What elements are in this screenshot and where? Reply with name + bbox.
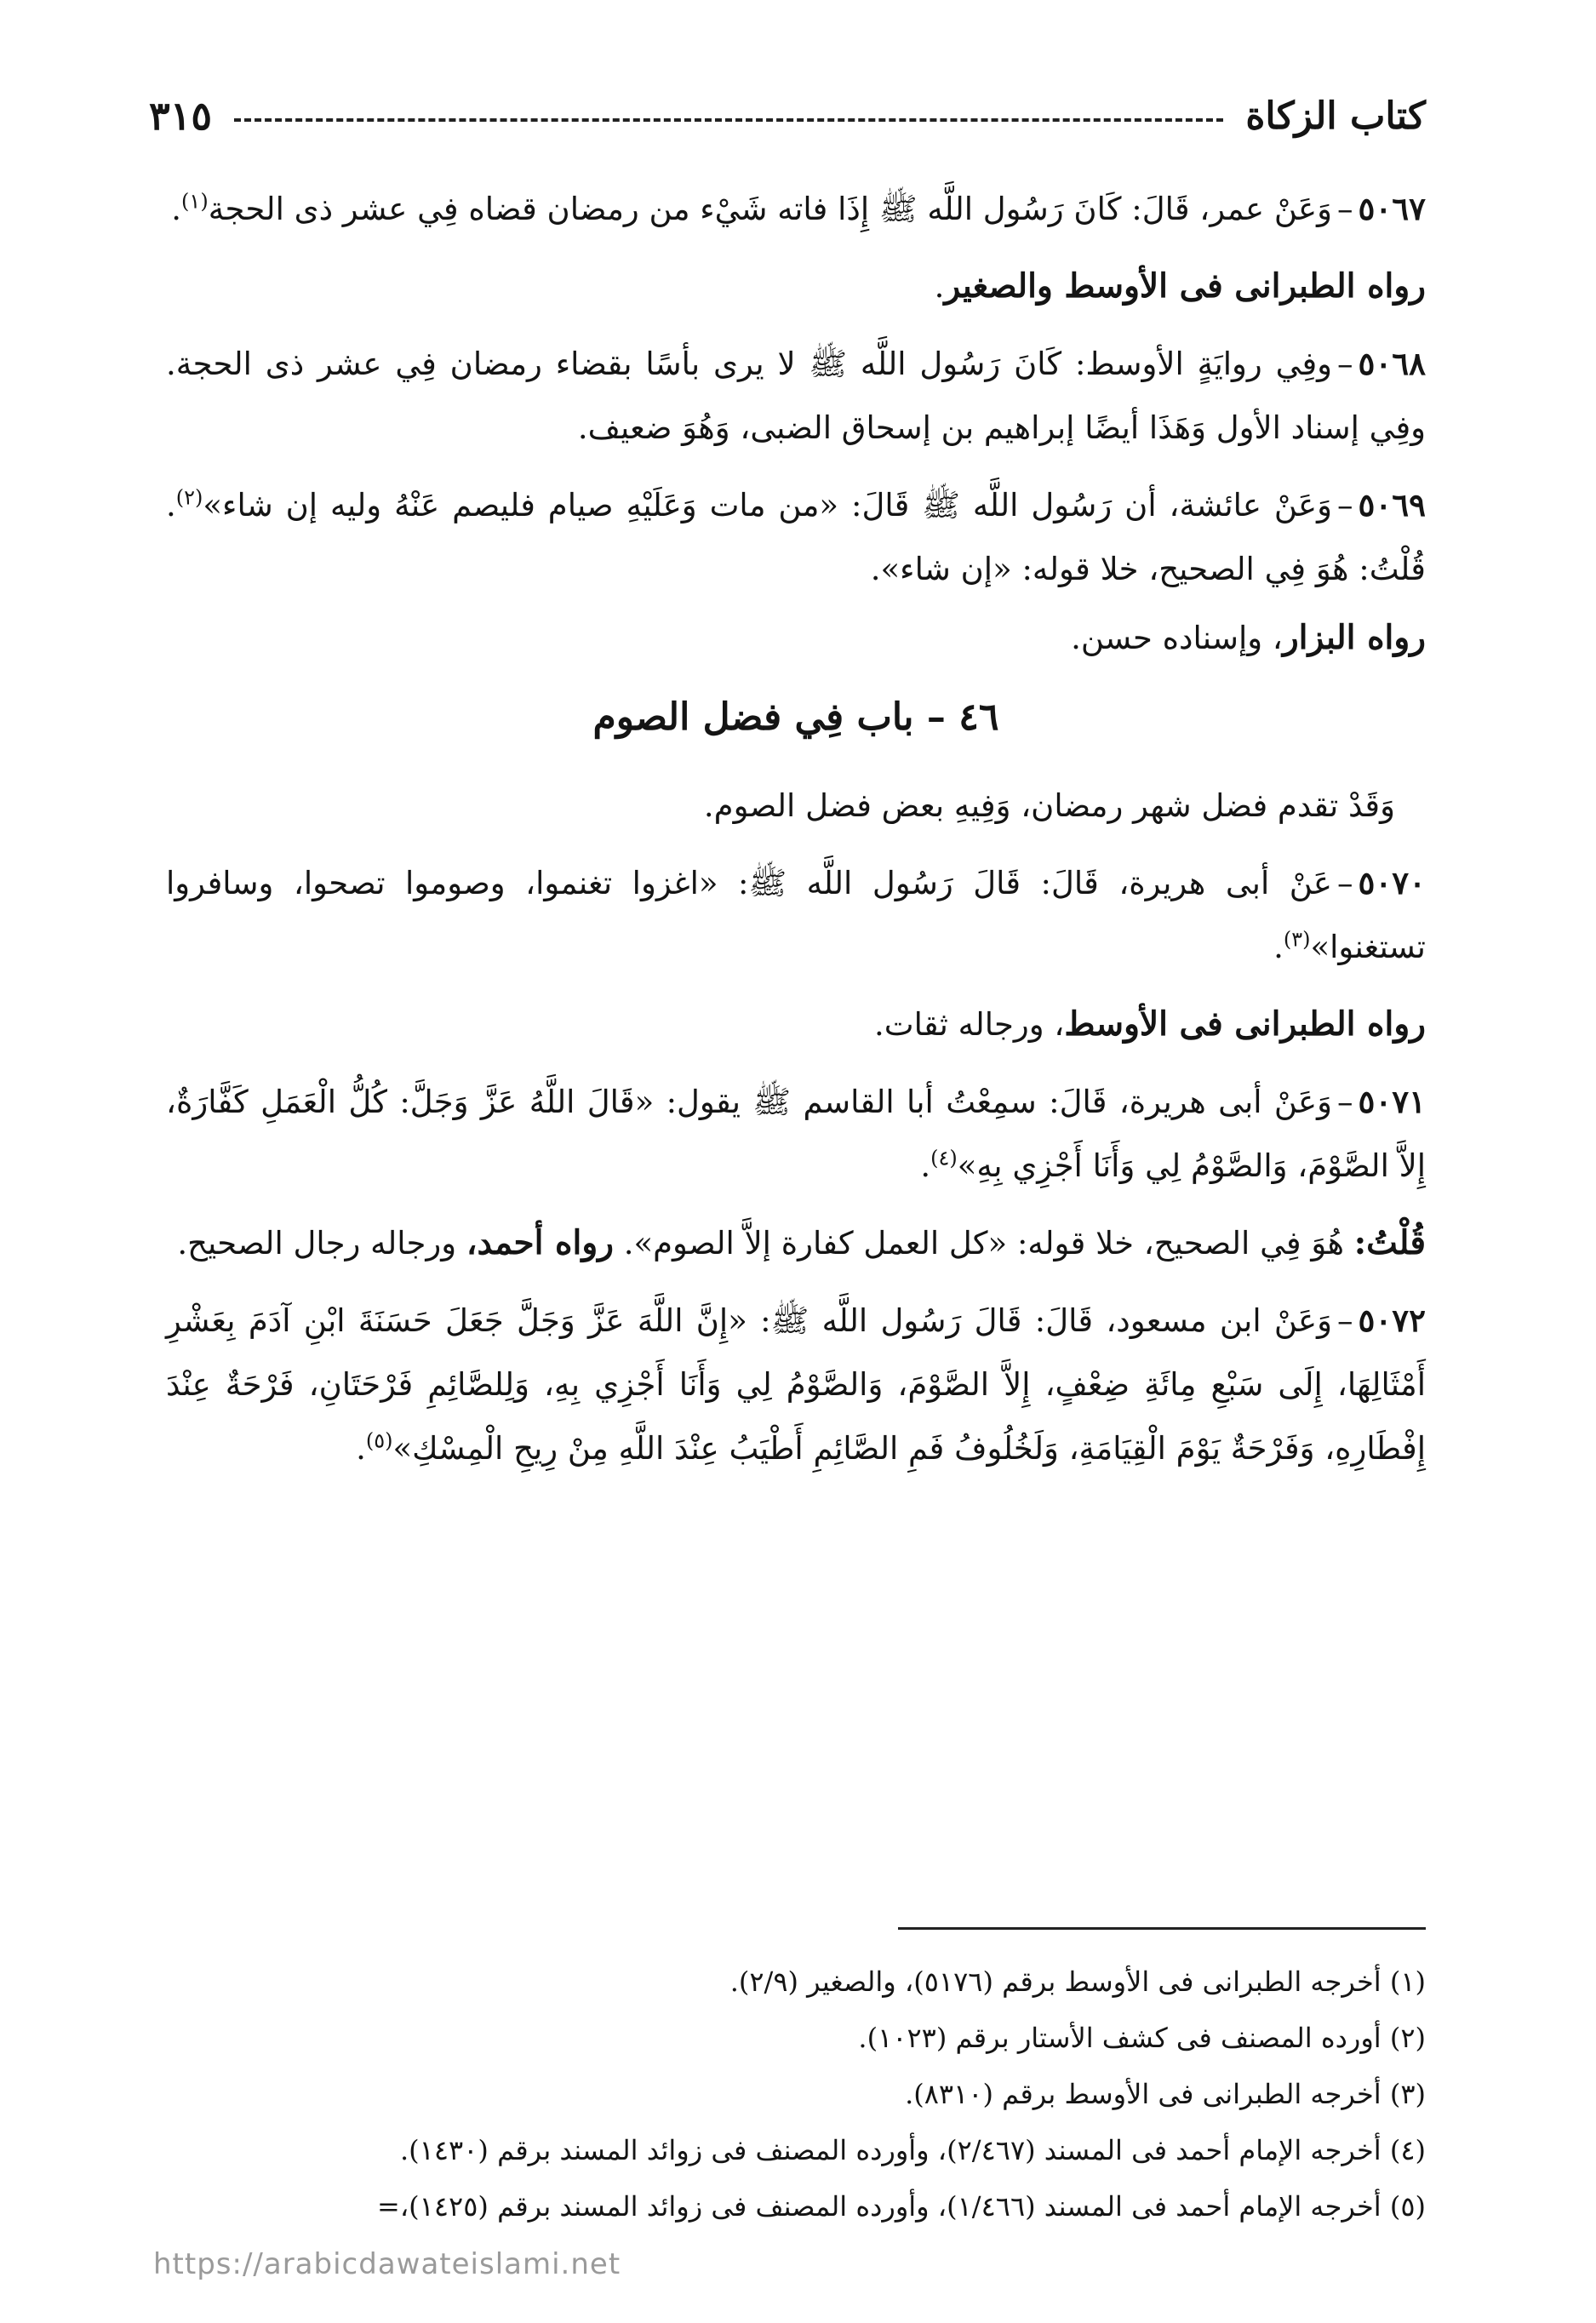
- hadith-end: .: [171, 191, 182, 227]
- book-title: كتاب الزكاة: [1245, 94, 1426, 138]
- source-bold: رواه الطبرانى فى الأوسط والصغير: [944, 266, 1426, 306]
- number-dash: –: [1337, 865, 1353, 901]
- hadith-end: .: [356, 1430, 366, 1467]
- number-dash: –: [1337, 1302, 1353, 1339]
- hadith-text: وفِي روايَةٍ الأوسط: كَانَ رَسُول اللَّه ﷺ لا يرى بأسًا بقضاء رمضان فِي عشر ذى الحجة. وفِي إسناد الأول وَهَذَا أيضًا إبراهيم بن إسحاق الضبى، وَهُوَ ضعيف.: [166, 346, 1426, 446]
- footnote-item: (١) أخرجه الطبرانى فى الأوسط برقم (٥١٧٦)، والصغير (٢/٩).: [729, 1965, 1426, 1998]
- hadith-entry: [166, 473, 1426, 601]
- source-line: [166, 255, 1426, 318]
- hadith-text: وَعَنْ ابن مسعود، قَالَ: قَالَ رَسُول اللَّه ﷺ: «إِنَّ اللَّهَ عَزَّ وَجَلَّ جَعَلَ حَسَنَةَ ابْنِ آدَمَ بِعَشْرِ أَمْثَالِهَا، إِلَى سَبْعِ مِائَةِ ضِعْفٍ، إِلاَّ الصَّوْمَ، وَالصَّوْمُ لِي وَأَنَا أَجْزِي بِهِ، وَلِلصَّائِمِ فَرْحَتَانِ، فَرْحَةٌ عِنْدَ إِفْطَارِهِ، وَفَرْحَةٌ يَوْمَ الْقِيَامَةِ، وَلَخُلُوفُ فَمِ الصَّائِمِ أَطْيَبُ عِنْدَ اللَّهِ مِنْ رِيحِ الْمِسْكِ»: [166, 1302, 1426, 1467]
- number-dash: –: [1337, 346, 1353, 382]
- page-header: [149, 82, 1426, 150]
- header-divider: [234, 118, 1223, 122]
- hadith-number: ٥٠٧٠: [1358, 864, 1426, 901]
- source-rest: ، وإسناده حسن.: [1071, 620, 1283, 656]
- footnotes: [166, 1954, 1426, 2234]
- commentary-source: رواه أحمد،: [466, 1223, 614, 1262]
- commentary-text: هُوَ فِي الصحيح، خلا قوله: «كل العمل كفارة إلاَّ الصوم».: [613, 1225, 1354, 1262]
- hadith-number: ٥٠٧١: [1358, 1083, 1426, 1120]
- chapter-heading: ٤٦ – باب فِي فضل الصوم: [592, 695, 999, 739]
- hadith-text: وَعَنْ عمر، قَالَ: كَانَ رَسُول اللَّه ﷺ إِذَا فاته شَيْء من رمضان قضاه فِي عشر ذى الحجة: [208, 191, 1332, 227]
- commentary-lead: قُلْتُ:: [1353, 1223, 1426, 1262]
- watermark-url: https://arabicdawateislami.net: [153, 2247, 621, 2281]
- hadith-end: .: [920, 1147, 931, 1184]
- page-number: ٣١٥: [149, 93, 213, 139]
- hadith-entry: [166, 177, 1426, 241]
- source-line: [166, 606, 1426, 670]
- hadith-number: ٥٠٦٧: [1358, 190, 1426, 227]
- hadith-text: وَعَنْ عائشة، أن رَسُول اللَّه ﷺ قَالَ: «من مات وَعَلَيْهِ صيام فليصم عَنْهُ وليه إن شاء»: [203, 487, 1332, 524]
- number-dash: –: [1337, 1084, 1353, 1120]
- hadith-entry: [166, 851, 1426, 979]
- commentary-tail: ورجاله رجال الصحيح.: [177, 1225, 466, 1262]
- hadith-end: .: [1273, 929, 1284, 965]
- number-dash: –: [1337, 191, 1353, 227]
- main-text: [166, 177, 1426, 1494]
- hadith-entry: [166, 332, 1426, 460]
- hadith-entry: [166, 1070, 1426, 1198]
- footnote-item: (٥) أخرجه الإمام أحمد فى المسند (١/٤٦٦)، وأورده المصنف فى زوائد المسند برقم (١٤٢٥)،=: [377, 2190, 1426, 2223]
- footnote-item: (٢) أورده المصنف فى كشف الأستار برقم (١٠٢٣).: [858, 2022, 1426, 2054]
- source-rest: ، ورجاله ثقات.: [874, 1006, 1065, 1043]
- commentary-entry: [166, 1211, 1426, 1275]
- footnote-item: (٤) أخرجه الإمام أحمد فى المسند (٢/٤٦٧)، وأورده المصنف فى زوائد المسند برقم (١٤٣٠).: [400, 2134, 1426, 2166]
- footnote-separator: [898, 1927, 1426, 1930]
- hadith-number: ٥٠٦٨: [1358, 345, 1426, 382]
- footnote-ref: (٤): [930, 1146, 958, 1170]
- number-dash: –: [1337, 487, 1353, 524]
- footnote-ref: (٢): [175, 485, 203, 510]
- source-line: [166, 993, 1426, 1056]
- hadith-text: وَعَنْ أبى هريرة، قَالَ: سمِعْتُ أبا القاسم ﷺ يقول: «قَالَ اللَّهُ عَزَّ وَجَلَّ: كُلُّ الْعَمَلِ كَفَّارَةٌ، إِلاَّ الصَّوْمَ، وَالصَّوْمُ لِي وَأَنَا أَجْزِي بِهِ»: [166, 1084, 1426, 1184]
- hadith-number: ٥٠٦٩: [1358, 486, 1426, 524]
- hadith-end: . قُلْتُ: هُوَ فِي الصحيح، خلا قوله: «إن شاء».: [166, 487, 1426, 587]
- hadith-number: ٥٠٧٢: [1358, 1302, 1426, 1339]
- footnote-ref: (١): [181, 189, 209, 214]
- source-bold: رواه الطبرانى فى الأوسط: [1064, 1004, 1426, 1044]
- hadith-text: عَنْ أبى هريرة، قَالَ: قَالَ رَسُول اللَّه ﷺ: «اغزوا تغنموا، وصوموا تصحوا، وسافروا تستغنوا»: [166, 865, 1426, 965]
- chapter-intro: وَقَدْ تقدم فضل شهر رمضان، وَفِيهِ بعض فضل الصوم.: [703, 787, 1395, 824]
- footnote-ref: (٣): [1283, 927, 1311, 952]
- source-rest: .: [934, 268, 945, 305]
- footnote-item: (٣) أخرجه الطبرانى فى الأوسط برقم (٨٣١٠).: [905, 2078, 1426, 2110]
- hadith-entry: [166, 1289, 1426, 1480]
- footnote-ref: (٥): [365, 1428, 393, 1453]
- source-bold: رواه البزار: [1282, 618, 1426, 657]
